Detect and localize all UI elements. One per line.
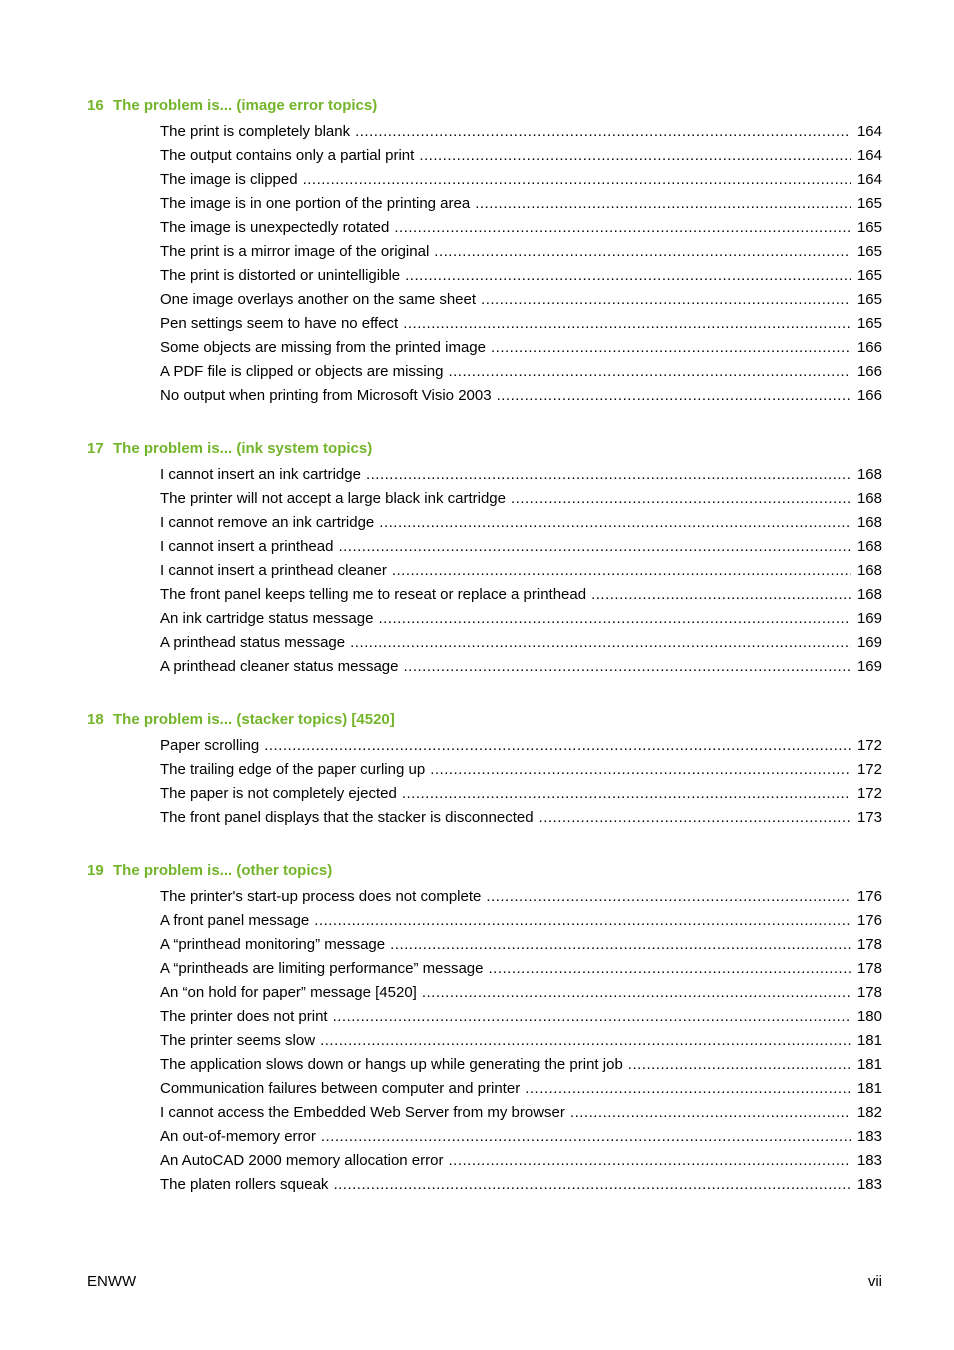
toc-entry-title: I cannot insert an ink cartridge <box>160 466 361 483</box>
chapter-heading[interactable] <box>87 859 882 883</box>
toc-entry[interactable] <box>87 1101 882 1125</box>
toc-entry[interactable] <box>87 288 882 312</box>
toc-entry-title: An out-of-memory error <box>160 1128 316 1145</box>
toc-entry-page-number: 178 <box>856 984 882 1001</box>
toc-entry-page-number: 164 <box>856 171 882 188</box>
dot-leader <box>405 264 851 288</box>
toc-entry-page-number: 165 <box>856 315 882 332</box>
toc-entry-page-number: 172 <box>856 761 882 778</box>
dot-leader <box>350 631 851 655</box>
toc-entry-page-number: 183 <box>856 1128 882 1145</box>
toc-entry-title: The trailing edge of the paper curling up <box>160 761 426 778</box>
toc-entry-page-number: 168 <box>856 586 882 603</box>
toc-entry-title: A “printheads are limiting performance” message <box>160 960 484 977</box>
toc-entry-page-number: 165 <box>856 195 882 212</box>
toc-entry[interactable] <box>87 981 882 1005</box>
toc-entry[interactable] <box>87 631 882 655</box>
toc-entry-page-number: 168 <box>856 466 882 483</box>
toc-entry[interactable] <box>87 240 882 264</box>
toc-entry[interactable] <box>87 360 882 384</box>
dot-leader <box>366 463 851 487</box>
toc-entry-page-number: 176 <box>856 912 882 929</box>
toc-entry-page-number: 168 <box>856 514 882 531</box>
toc-entry[interactable] <box>87 1125 882 1149</box>
toc-entry-title: The front panel displays that the stacker is disconnected <box>160 809 534 826</box>
chapter-heading[interactable] <box>87 437 882 461</box>
toc-entry[interactable] <box>87 384 882 408</box>
toc-entry[interactable] <box>87 336 882 360</box>
toc-entry-title: I cannot access the Embedded Web Server from my browser <box>160 1104 565 1121</box>
chapter-number: 18 <box>87 711 104 728</box>
dot-leader <box>390 933 851 957</box>
dot-leader <box>403 312 851 336</box>
dot-leader <box>314 909 851 933</box>
toc-chapter-17 <box>87 437 882 679</box>
toc-entry-page-number: 166 <box>856 363 882 380</box>
dot-leader <box>422 981 851 1005</box>
toc-entry-page-number: 166 <box>856 387 882 404</box>
toc-entry-list <box>87 463 882 679</box>
toc-entry-list <box>87 120 882 408</box>
toc-entry-title: Some objects are missing from the printed image <box>160 339 486 356</box>
toc-entry-page-number: 169 <box>856 634 882 651</box>
toc-entry-title: The print is a mirror image of the original <box>160 243 430 260</box>
toc-entry-page-number: 180 <box>856 1008 882 1025</box>
toc-entry[interactable] <box>87 655 882 679</box>
toc-entry-page-number: 169 <box>856 610 882 627</box>
chapter-number: 16 <box>87 97 104 114</box>
toc-entry[interactable] <box>87 192 882 216</box>
toc-entry[interactable] <box>87 1173 882 1197</box>
page-number: vii <box>867 1273 882 1290</box>
toc-entry-title: A front panel message <box>160 912 310 929</box>
dot-leader <box>264 734 851 758</box>
toc-entry-page-number: 168 <box>856 490 882 507</box>
toc-entry[interactable] <box>87 144 882 168</box>
toc-entry[interactable] <box>87 1077 882 1101</box>
toc-entry-title: The image is clipped <box>160 171 298 188</box>
chapter-title: The problem is... (other topics) <box>113 862 333 879</box>
toc-entry-title: The printer's start-up process does not complete <box>160 888 482 905</box>
toc-entry-page-number: 176 <box>856 888 882 905</box>
toc-chapter-18 <box>87 708 882 830</box>
toc-entry-title: The application slows down or hangs up while generating the print job <box>160 1056 623 1073</box>
dot-leader <box>628 1053 851 1077</box>
toc-entry[interactable] <box>87 933 882 957</box>
dot-leader <box>434 240 851 264</box>
toc-entry-page-number: 172 <box>856 785 882 802</box>
dot-leader <box>481 288 851 312</box>
dot-leader <box>321 1125 851 1149</box>
toc-entry-title: The printer seems slow <box>160 1032 316 1049</box>
dot-leader <box>430 758 851 782</box>
toc-entry[interactable] <box>87 312 882 336</box>
toc-entry-page-number: 181 <box>856 1032 882 1049</box>
dot-leader <box>525 1077 851 1101</box>
toc-entry-page-number: 183 <box>856 1176 882 1193</box>
dot-leader <box>570 1101 851 1125</box>
chapter-heading[interactable] <box>87 94 882 118</box>
toc-entry-title: A printhead cleaner status message <box>160 658 399 675</box>
toc-entry[interactable] <box>87 806 882 830</box>
toc-chapter-16 <box>87 94 882 408</box>
toc-entry[interactable] <box>87 1053 882 1077</box>
toc-entry[interactable] <box>87 264 882 288</box>
toc-entry-title: I cannot remove an ink cartridge <box>160 514 375 531</box>
toc-entry-title: One image overlays another on the same sheet <box>160 291 477 308</box>
dot-leader <box>511 487 851 511</box>
toc-entry-page-number: 164 <box>856 123 882 140</box>
dot-leader <box>333 1173 851 1197</box>
toc-entry-page-number: 165 <box>856 267 882 284</box>
toc-entry-title: An “on hold for paper” message [4520] <box>160 984 417 1001</box>
toc-entry-title: The image is unexpectedly rotated <box>160 219 390 236</box>
dot-leader <box>403 655 851 679</box>
toc-entry[interactable] <box>87 782 882 806</box>
toc-entry-title: An AutoCAD 2000 memory allocation error <box>160 1152 444 1169</box>
toc-entry[interactable] <box>87 1005 882 1029</box>
chapter-title: The problem is... (stacker topics) [4520] <box>113 711 395 728</box>
footer-label: ENWW <box>87 1273 137 1290</box>
chapter-title: The problem is... (ink system topics) <box>113 440 373 457</box>
toc-entry-title: Pen settings seem to have no effect <box>160 315 399 332</box>
toc-entry-title: The front panel keeps telling me to reseat or replace a printhead <box>160 586 587 603</box>
toc-entry-list <box>87 885 882 1197</box>
toc-entry-page-number: 168 <box>856 562 882 579</box>
dot-leader <box>591 583 851 607</box>
dot-leader <box>392 559 851 583</box>
toc-entry-page-number: 178 <box>856 936 882 953</box>
toc-chapter-19 <box>87 859 882 1197</box>
dot-leader <box>475 192 851 216</box>
toc-entry-page-number: 181 <box>856 1080 882 1097</box>
toc-entry-page-number: 172 <box>856 737 882 754</box>
toc-entry-title: I cannot insert a printhead <box>160 538 334 555</box>
toc-entry-page-number: 181 <box>856 1056 882 1073</box>
chapter-number: 19 <box>87 862 104 879</box>
toc-entry-page-number: 169 <box>856 658 882 675</box>
toc-entry-page-number: 165 <box>856 243 882 260</box>
page-footer <box>87 1270 882 1294</box>
toc-entry[interactable] <box>87 463 882 487</box>
dot-leader <box>320 1029 851 1053</box>
toc-entry-title: A PDF file is clipped or objects are missing <box>160 363 444 380</box>
toc-entry-page-number: 178 <box>856 960 882 977</box>
toc-entry-page-number: 168 <box>856 538 882 555</box>
dot-leader <box>491 336 851 360</box>
dot-leader <box>355 120 851 144</box>
toc-entry-title: Communication failures between computer and printer <box>160 1080 521 1097</box>
toc-entry-page-number: 165 <box>856 219 882 236</box>
toc-entry-title: The printer will not accept a large black ink cartridge <box>160 490 506 507</box>
dot-leader <box>448 1149 851 1173</box>
toc-entry-title: The platen rollers squeak <box>160 1176 329 1193</box>
toc-entry[interactable] <box>87 1149 882 1173</box>
toc-entry-title: I cannot insert a printhead cleaner <box>160 562 387 579</box>
chapter-heading[interactable] <box>87 708 882 732</box>
toc-entry-title: The print is completely blank <box>160 123 351 140</box>
dot-leader <box>379 511 851 535</box>
dot-leader <box>402 782 851 806</box>
toc-entry[interactable] <box>87 535 882 559</box>
dot-leader <box>539 806 851 830</box>
toc-entry-page-number: 165 <box>856 291 882 308</box>
chapter-number: 17 <box>87 440 104 457</box>
toc-entry[interactable] <box>87 559 882 583</box>
toc-entry-page-number: 164 <box>856 147 882 164</box>
toc-entry[interactable] <box>87 758 882 782</box>
toc-entry-title: The paper is not completely ejected <box>160 785 397 802</box>
dot-leader <box>497 384 851 408</box>
toc-entry[interactable] <box>87 583 882 607</box>
dot-leader <box>333 1005 851 1029</box>
toc-entry[interactable] <box>87 511 882 535</box>
toc-entry-page-number: 182 <box>856 1104 882 1121</box>
toc-entry[interactable] <box>87 120 882 144</box>
dot-leader <box>378 607 851 631</box>
toc-entry-title: The printer does not print <box>160 1008 328 1025</box>
toc-entry-title: A “printhead monitoring” message <box>160 936 386 953</box>
toc-entry[interactable] <box>87 1029 882 1053</box>
toc-entry-title: No output when printing from Microsoft Visio 2003 <box>160 387 492 404</box>
toc-entry-title: A printhead status message <box>160 634 346 651</box>
toc-entry[interactable] <box>87 957 882 981</box>
dot-leader <box>448 360 851 384</box>
dot-leader <box>486 885 851 909</box>
toc-entry-title: The output contains only a partial print <box>160 147 415 164</box>
dot-leader <box>488 957 851 981</box>
chapter-title: The problem is... (image error topics) <box>113 97 378 114</box>
toc-entry-page-number: 173 <box>856 809 882 826</box>
toc-entry[interactable] <box>87 216 882 240</box>
toc-entry[interactable] <box>87 909 882 933</box>
toc-entry-title: An ink cartridge status message <box>160 610 374 627</box>
toc-entry-title: The image is in one portion of the printing area <box>160 195 471 212</box>
toc-entry-page-number: 166 <box>856 339 882 356</box>
dot-leader <box>303 168 851 192</box>
toc-entry-title: The print is distorted or unintelligible <box>160 267 401 284</box>
toc-entry[interactable] <box>87 885 882 909</box>
toc-entry[interactable] <box>87 168 882 192</box>
dot-leader <box>338 535 851 559</box>
toc-entry[interactable] <box>87 487 882 511</box>
toc-entry[interactable] <box>87 734 882 758</box>
toc-entry-list <box>87 734 882 830</box>
toc-entry[interactable] <box>87 607 882 631</box>
toc-entry-page-number: 183 <box>856 1152 882 1169</box>
dot-leader <box>394 216 851 240</box>
toc-entry-title: Paper scrolling <box>160 737 260 754</box>
dot-leader <box>419 144 851 168</box>
